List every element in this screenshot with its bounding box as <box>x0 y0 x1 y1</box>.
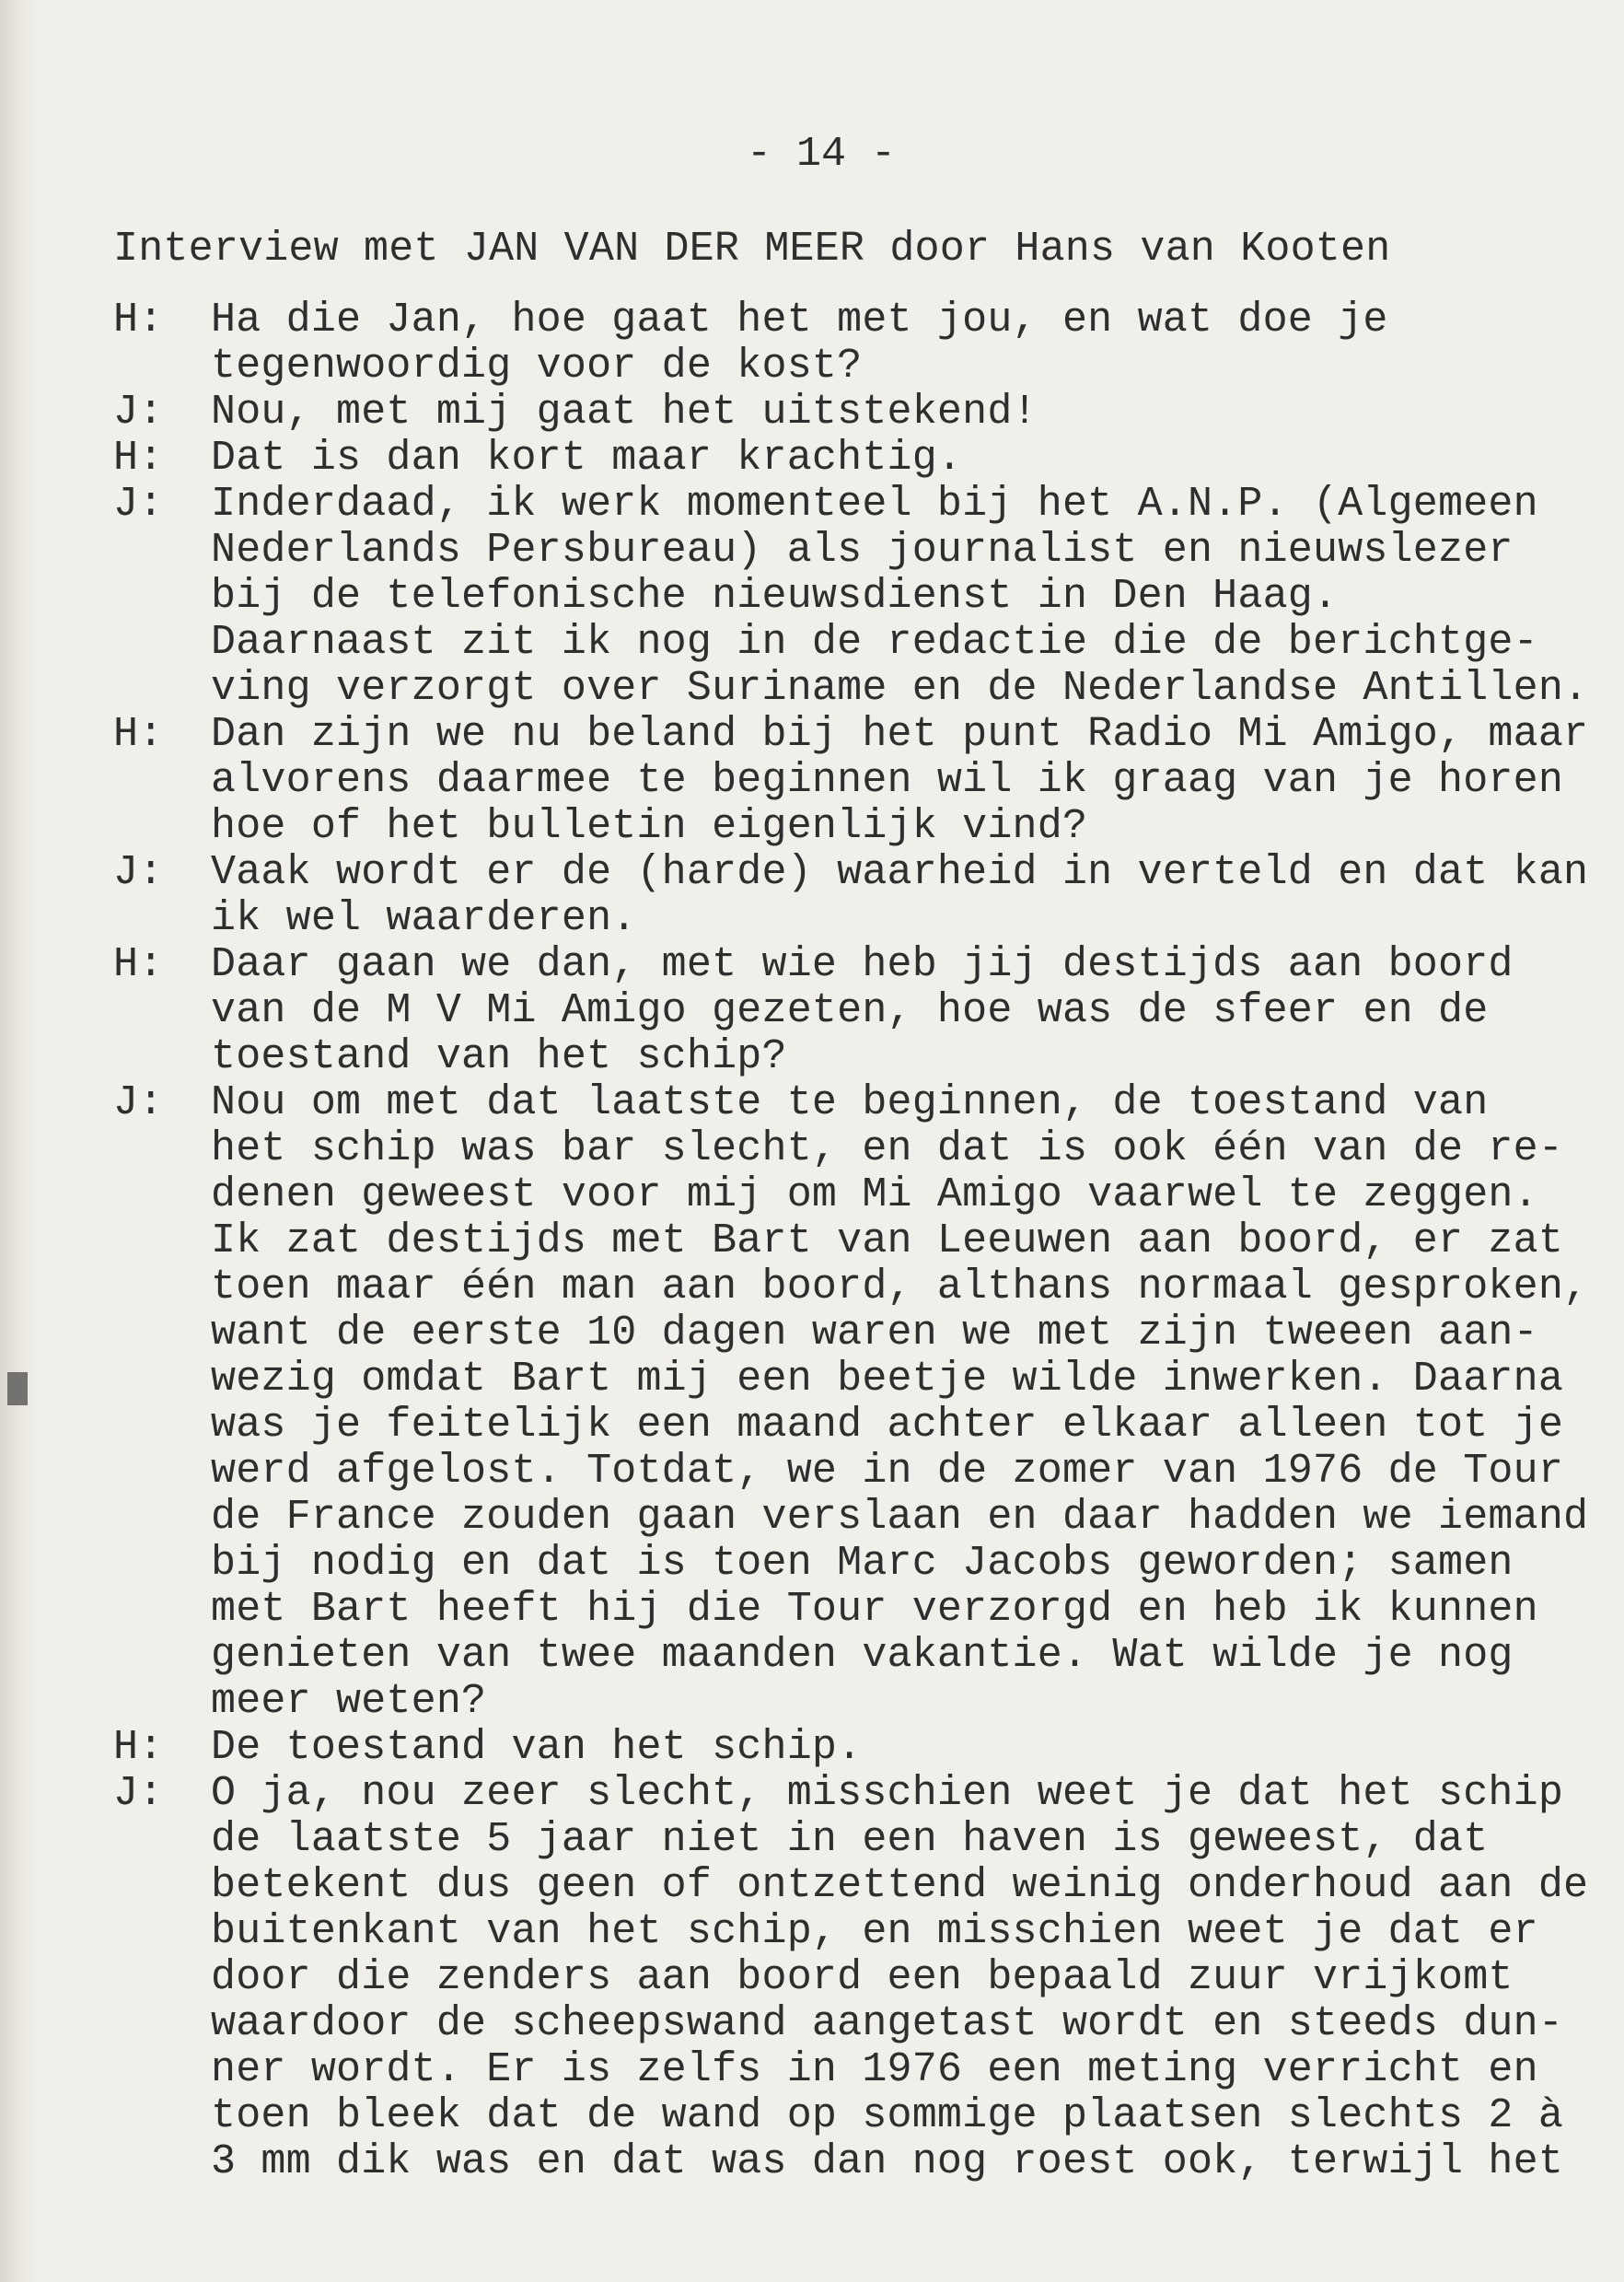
speech-text <box>211 297 1605 390</box>
text-line: Nou, met mij gaat het uitstekend! <box>211 389 1038 436</box>
speaker-label: H: <box>113 297 164 343</box>
text-line: Daarnaast zit ik nog in de redactie die de berichtge- <box>211 619 1538 666</box>
dialogue-entry <box>113 942 1605 1080</box>
speaker-label: H: <box>113 941 164 988</box>
text-line: O ja, nou zeer slecht, misschien weet je dat het schip <box>211 1770 1564 1817</box>
text-line: 3 mm dik was en dat was dan nog roest ook, terwijl het <box>211 2138 1564 2185</box>
text-line: toen bleek dat de wand op sommige plaatsen slechts 2 à <box>211 2092 1564 2139</box>
dialogue-entry <box>113 1080 1605 1725</box>
text-line: Vaak wordt er de (harde) waarheid in verteld en dat kan <box>211 849 1589 896</box>
text-line: genieten van twee maanden vakantie. Wat wilde je nog <box>211 1632 1514 1679</box>
text-line: hoe of het bulletin eigenlijk vind? <box>211 803 1088 850</box>
speech-text <box>211 436 1605 482</box>
text-line: meer weten? <box>211 1678 487 1725</box>
text-line: want de eerste 10 dagen waren we met zijn tweeen aan- <box>211 1310 1538 1356</box>
text-line: wezig omdat Bart mij een beetje wilde inwerken. Daarna <box>211 1356 1564 1403</box>
speaker-label: J: <box>113 1770 164 1817</box>
text-line: Nederlands Persbureau) als journalist en nieuwslezer <box>211 527 1514 574</box>
dialogue-entry <box>113 850 1605 942</box>
text-line: Dat is dan kort maar krachtig. <box>211 435 963 482</box>
text-line: ik wel waarderen. <box>211 895 637 942</box>
text-line: het schip was bar slecht, en dat is ook één van de re- <box>211 1125 1564 1172</box>
text-line: was je feitelijk een maand achter elkaar alleen tot je <box>211 1402 1564 1449</box>
speech-text <box>211 390 1605 436</box>
text-line: Ha die Jan, hoe gaat het met jou, en wat doe je <box>211 297 1388 343</box>
speech-text <box>211 850 1605 942</box>
text-line: alvorens daarmee te beginnen wil ik graag van je horen <box>211 757 1564 804</box>
dialogue-entry <box>113 297 1605 390</box>
text-line: toestand van het schip? <box>211 1033 787 1080</box>
speech-text <box>211 1080 1605 1725</box>
text-line: De toestand van het schip. <box>211 1724 863 1771</box>
dialogue-entry <box>113 390 1605 436</box>
dialogue-entry <box>113 1771 1605 2185</box>
text-line: bij de telefonische nieuwsdienst in Den Haag. <box>211 573 1339 620</box>
text-line: bij nodig en dat is toen Marc Jacobs geworden; samen <box>211 1540 1514 1587</box>
speech-text <box>211 712 1605 850</box>
text-line: tegenwoordig voor de kost? <box>211 343 863 390</box>
text-line: Ik zat destijds met Bart van Leeuwen aan boord, er zat <box>211 1217 1564 1264</box>
text-line: van de M V Mi Amigo gezeten, hoe was de sfeer en de <box>211 987 1489 1034</box>
speaker-label: J: <box>113 389 164 436</box>
speaker-label: H: <box>113 711 164 758</box>
dialogue-entry <box>113 1725 1605 1771</box>
binding-mark <box>7 1372 28 1405</box>
text-line: betekent dus geen of ontzettend weinig onderhoud aan de <box>211 1862 1589 1909</box>
text-line: de laatste 5 jaar niet in een haven is geweest, dat <box>211 1816 1489 1863</box>
text-line: met Bart heeft hij die Tour verzorgd en heb ik kunnen <box>211 1586 1538 1633</box>
text-line: Daar gaan we dan, met wie heb jij destijds aan boord <box>211 941 1514 988</box>
dialogue-entry <box>113 482 1605 712</box>
dialogue-entry <box>113 712 1605 850</box>
text-line: Inderdaad, ik werk momenteel bij het A.N.P. (Algemeen <box>211 481 1538 528</box>
text-line: buitenkant van het schip, en misschien weet je dat er <box>211 1908 1538 1955</box>
text-line: waardoor de scheepswand aangetast wordt en steeds dun- <box>211 2000 1564 2047</box>
speech-text <box>211 482 1605 712</box>
speaker-label: J: <box>113 1079 164 1126</box>
text-line: ving verzorgt over Suriname en de Nederlandse Antillen. <box>211 665 1589 712</box>
speaker-label: J: <box>113 849 164 896</box>
dialogue <box>113 297 1605 2185</box>
page-binding-shadow <box>0 0 37 2282</box>
text-line: toen maar één man aan boord, althans normaal gesproken, <box>211 1263 1589 1310</box>
speaker-label: J: <box>113 481 164 528</box>
text-line: ner wordt. Er is zelfs in 1976 een meting verricht en <box>211 2046 1538 2093</box>
text-line: door die zenders aan boord een bepaald zuur vrijkomt <box>211 1954 1514 2001</box>
page-number: - 14 - <box>746 131 897 178</box>
text-line: Nou om met dat laatste te beginnen, de toestand van <box>211 1079 1489 1126</box>
speech-text <box>211 1725 1605 1771</box>
speaker-label: H: <box>113 435 164 482</box>
speaker-label: H: <box>113 1724 164 1771</box>
interview-text <box>113 227 1605 2185</box>
text-line: de France zouden gaan verslaan en daar hadden we iemand <box>211 1494 1589 1541</box>
text-line: Dan zijn we nu beland bij het punt Radio Mi Amigo, maar <box>211 711 1589 758</box>
text-line: werd afgelost. Totdat, we in de zomer van 1976 de Tour <box>211 1448 1564 1495</box>
speech-text <box>211 942 1605 1080</box>
speech-text <box>211 1771 1605 2185</box>
text-line: denen geweest voor mij om Mi Amigo vaarwel te zeggen. <box>211 1171 1538 1218</box>
interview-title: Interview met JAN VAN DER MEER door Hans van Kooten <box>113 226 1391 273</box>
dialogue-entry <box>113 436 1605 482</box>
